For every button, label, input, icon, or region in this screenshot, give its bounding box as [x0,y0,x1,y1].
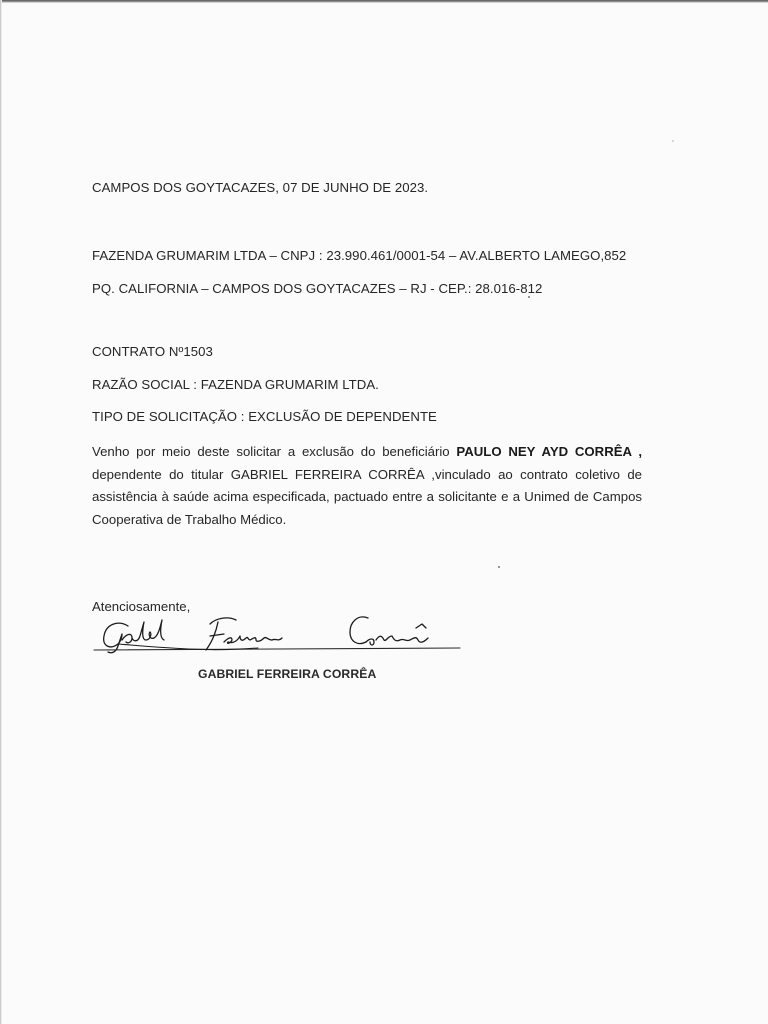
scan-speck [528,296,530,298]
handwritten-signature [88,598,468,662]
date-line: CAMPOS DOS GOYTACAZES, 07 DE JUNHO DE 2023. [92,180,429,195]
body-text-part-2: dependente do titular GABRIEL FERREIRA CORRÊA ,vinculado ao contrato coletivo de assistência à saúde acima especificada, pactuado entre a solicitante e a Unimed de Campos Cooperativa de Trabalho Médico. [92,466,642,527]
scan-speck [672,140,674,142]
company-address-line-1: FAZENDA GRUMARIM LTDA – CNPJ : 23.990.461/0001-54 – AV.ALBERTO LAMEGO,852 [92,248,627,263]
request-body-paragraph [92,441,642,531]
company-address-line-2: PQ. CALIFORNIA – CAMPOS DOS GOYTACAZES – RJ - CEP.: 28.016-812 [92,281,543,296]
beneficiary-name: PAULO NEY AYD CORRÊA , [456,444,642,459]
contract-number-line: CONTRATO Nº1503 [92,344,213,359]
request-type-line: TIPO DE SOLICITAÇÃO : EXCLUSÃO DE DEPENDENTE [92,409,437,424]
razao-social-line: RAZÃO SOCIAL : FAZENDA GRUMARIM LTDA. [92,377,379,392]
scan-speck [498,566,500,568]
body-text-part-1: Venho por meio deste solicitar a exclusão do beneficiário [92,444,457,459]
closing-line: Atenciosamente, [92,599,191,614]
signer-name: GABRIEL FERREIRA CORRÊA [198,667,377,681]
